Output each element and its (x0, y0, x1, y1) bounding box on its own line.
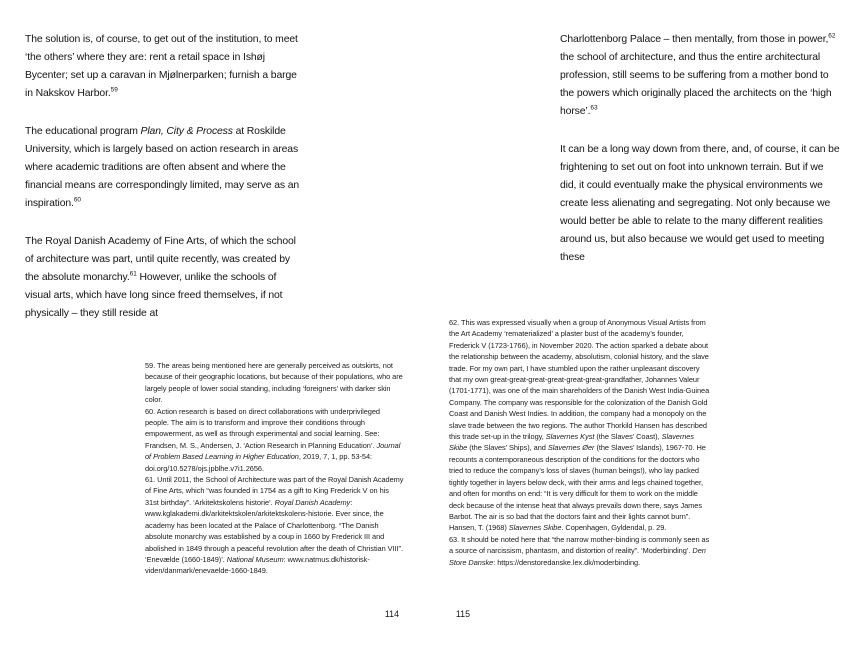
footnote-61: 61. Until 2011, the School of Architecture was part of the Royal Danish Academy of Fine Arts, which “was founded in 1754 as a gift to King Frederick V on his 31st birthday”. ‘Arkitektskolens historie’. Royal Danish Academy: www.kglakademi.dk/arkitektskolen/arkitektskolens-historie. Ever since, the academy has been located at the Palace of Charlottenborg. “The Danish absolute monarchy was established by a coup in 1660 by Frederick III and abolished in 1849 through a peaceful revolution after the death of Christian VIII”. ‘Enevælde (1660-1849)’. National Museum: www.natmus.dk/historisk-viden/danmark/enevaelde-1660-1849. (145, 475, 404, 576)
page-number-left: 114 (384, 609, 400, 619)
body-paragraph: The Royal Danish Academy of Fine Arts, of which the school of architecture was part, until quite recently, was created by the absolute monarchy.$^{61}$ However, unlike the schools of visual arts, which have long since freed themselves, if not physically – they still reside at (25, 236, 296, 319)
left-footnotes-column (145, 360, 404, 577)
left-body-column (25, 31, 300, 343)
page-right (425, 0, 850, 652)
footnote-60: 60. Action research is based on direct collaborations with underprivileged people. The aim is to transform and improve their conditions through empowerment, as well as through experimental and social learning. See: Frandsen, M. S., Andersen, J. ‘Action Research in Planning Education’. Journal of Problem Based Learning in Higher Education, 2019, 7, 1, pp. 53-54: doi.org/10.5278/ojs.jpblhe.v7i1.2656. (145, 406, 401, 473)
footnote-63: 63. It should be noted here that “the narrow mother-binding is commonly seen as a source of narcissism, phantasm, and distortion of reality”. ‘Moderbinding’. Den Store Danske: https://denstoredanske.lex.dk/moderbinding. (449, 534, 710, 567)
page-number-right: 115 (455, 609, 471, 619)
right-footnotes-column (449, 317, 710, 568)
body-paragraph: The educational program Plan, City & Process at Roskilde University, which is largely based on action research in areas where academic traditions are often absent and where the financial means are correspondingly limited, may serve as an inspiration.$^{60}$ (25, 126, 300, 209)
footnote-62: 62. This was expressed visually when a group of Anonymous Visual Artists from the Art Academy ‘rematerialized’ a plaster bust of the academy’s founder, Frederick V (1723-1766), in November 2020. The action sparked a debate about the relationship between the academy, absolutism, colonial history, and the slave trade. For my own part, I have stumbled upon the rather unpleasant discovery that my own great-great-great-great-great-great-grandfather, Johannes Valeur (1701-1771), was one of the main shareholders of the Danish West India-Guinea Company. The company was responsible for the colonization of the Danish Gold Coast and Danish West Indies. In addition, the company had a monopoly on the slave trade between the two regions. The author Thorkild Hansen has described this trade set-up in the trilogy, Slavernes Kyst (the Slaves’ Coast), Slavernes Skibe (the Slaves’ Ships), and Slavernes Øer (the Slaves’ Islands), 1967-70. He recounts a contemporaneous description of the conditions for the doctors who tried to reduce the company’s loss of slaves (human beings!), who lay packed tightly together in layers below deck, with their arms and legs chained together, and often for months on end: “It is very difficult for them to work on the middle deck because of the intense heat that always prevails down there, says James Barbot. The air is so bad that the doctors faint and their lights cannot burn”. Hansen, T. (1968) Slavernes Skibe. Copenhagen, Gyldendal, p. 29. (449, 318, 710, 533)
body-paragraph: The solution is, of course, to get out of the institution, to meet ‘the others’ where they are: rent a retail space in Ishøj Bycenter; set up a caravan in Mjølnerparken; furnish a barge in Nakskov Harbor.$^{59}$ (25, 34, 298, 99)
footnote-59: 59. The areas being mentioned here are generally perceived as outskirts, not because of their geographic locations, but because of their populations, who are largely people of lower social standing, including ‘foreigners’ with darker skin color. (145, 361, 403, 405)
right-body-column (560, 31, 841, 287)
body-paragraph: Charlottenborg Palace – then mentally, from those in power,$^{62}$ the school of architecture, and thus the entire architectural profession, still seems to be suffering from a mother bond to the powers which originally placed the architects on the ‘high horse’.$^{63}$ (560, 32, 836, 117)
body-paragraph: It can be a long way down from there, and, of course, it can be frightening to set out on foot into unknown terrain. But if we did, it could eventually make the physical environments we create less alienating and segregating. Not only because we would better be able to relate to the many different realities around us, but also because we would get used to meeting these (560, 144, 840, 263)
